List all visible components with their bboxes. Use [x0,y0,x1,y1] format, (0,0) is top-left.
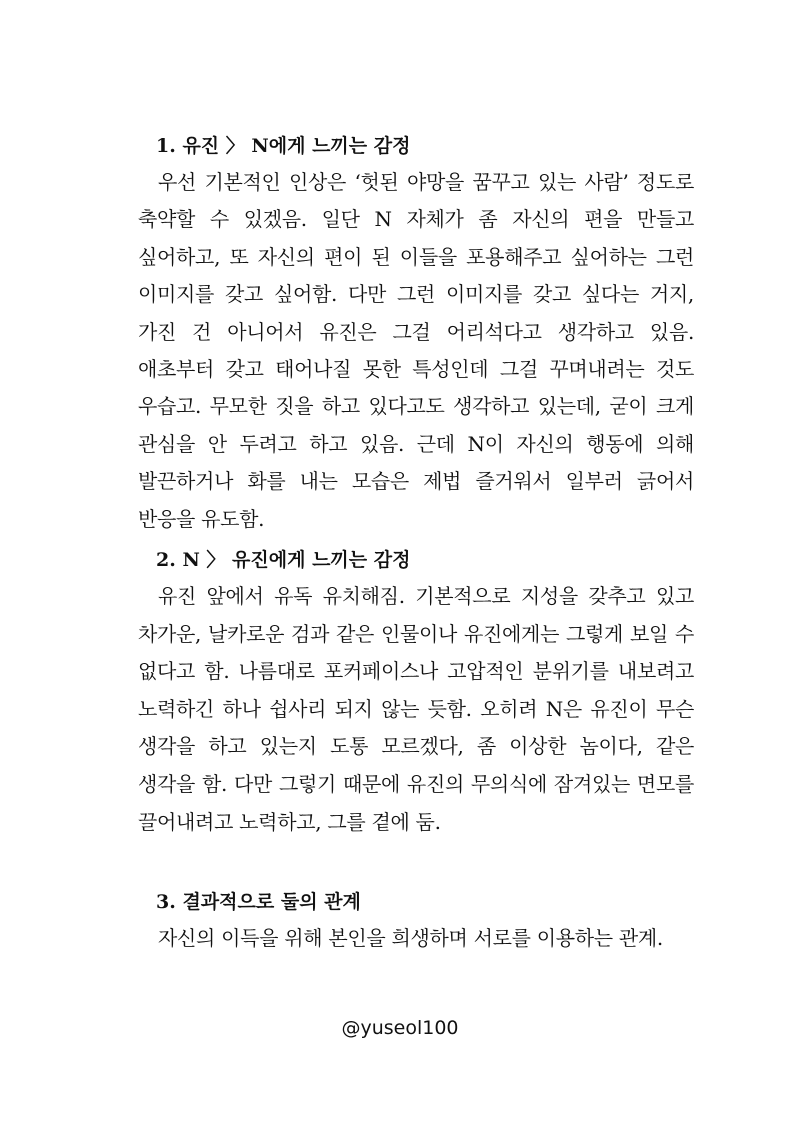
section-body: 우선 기본적인 인상은 ‘헛된 야망을 꿈꾸고 있는 사람’ 정도로 축약할 수 있겠음. 일단 N 자체가 좀 자신의 편을 만들고 싶어하고, 또 자신의 편이 된 이들을 포용해주고 싶어하는 그런 이미지를 갖고 싶어함. 다만 그런 이미지를 갖고 싶다는 거지, 가진 건 아니어서 유진은 그걸 어리석다고 생각하고 있음. 애초부터 갖고 태어나질 못한 특성인데 그걸 꾸며내려는 것도 우습고. 무모한 짓을 하고 있다고도 생각하고 있는데, 굳이 크게 관심을 안 두려고 하고 있음. 근데 N이 자신의 행동에 의해 발끈하거나 화를 내는 모습은 제법 즐거워서 일부러 긁어서 반응을 유도함. [138,170,694,531]
section-2 [138,542,694,841]
section-3 [138,884,694,957]
section-body: 유진 앞에서 유독 유치해짐. 기본적으로 지성을 갖추고 있고 차가운, 날카로운 검과 같은 인물이나 유진에게는 그렇게 보일 수 없다고 함. 나름대로 포커페이스나 고압적인 분위기를 내보려고 노력하긴 하나 쉽사리 되지 않는 듯함. 오히려 N은 유진이 무슨 생각을 하고 있는지 도통 모르겠다, 좀 이상한 놈이다, 같은 생각을 함. 다만 그렇기 때문에 유진의 무의식에 잠겨있는 면모를 끌어내려고 노력하고, 그를 곁에 둠. [138,584,694,834]
section-body: 자신의 이득을 위해 본인을 희생하며 서로를 이용하는 관계. [158,926,663,950]
section-heading: 1. 유진 〉 N에게 느끼는 감정 [156,135,411,157]
author-credit: @yuseol100 [341,1017,459,1039]
section-heading: 2. N 〉 유진에게 느끼는 감정 [156,549,411,571]
section-heading: 3. 결과적으로 둘의 관계 [156,891,361,913]
section-1 [138,128,694,538]
